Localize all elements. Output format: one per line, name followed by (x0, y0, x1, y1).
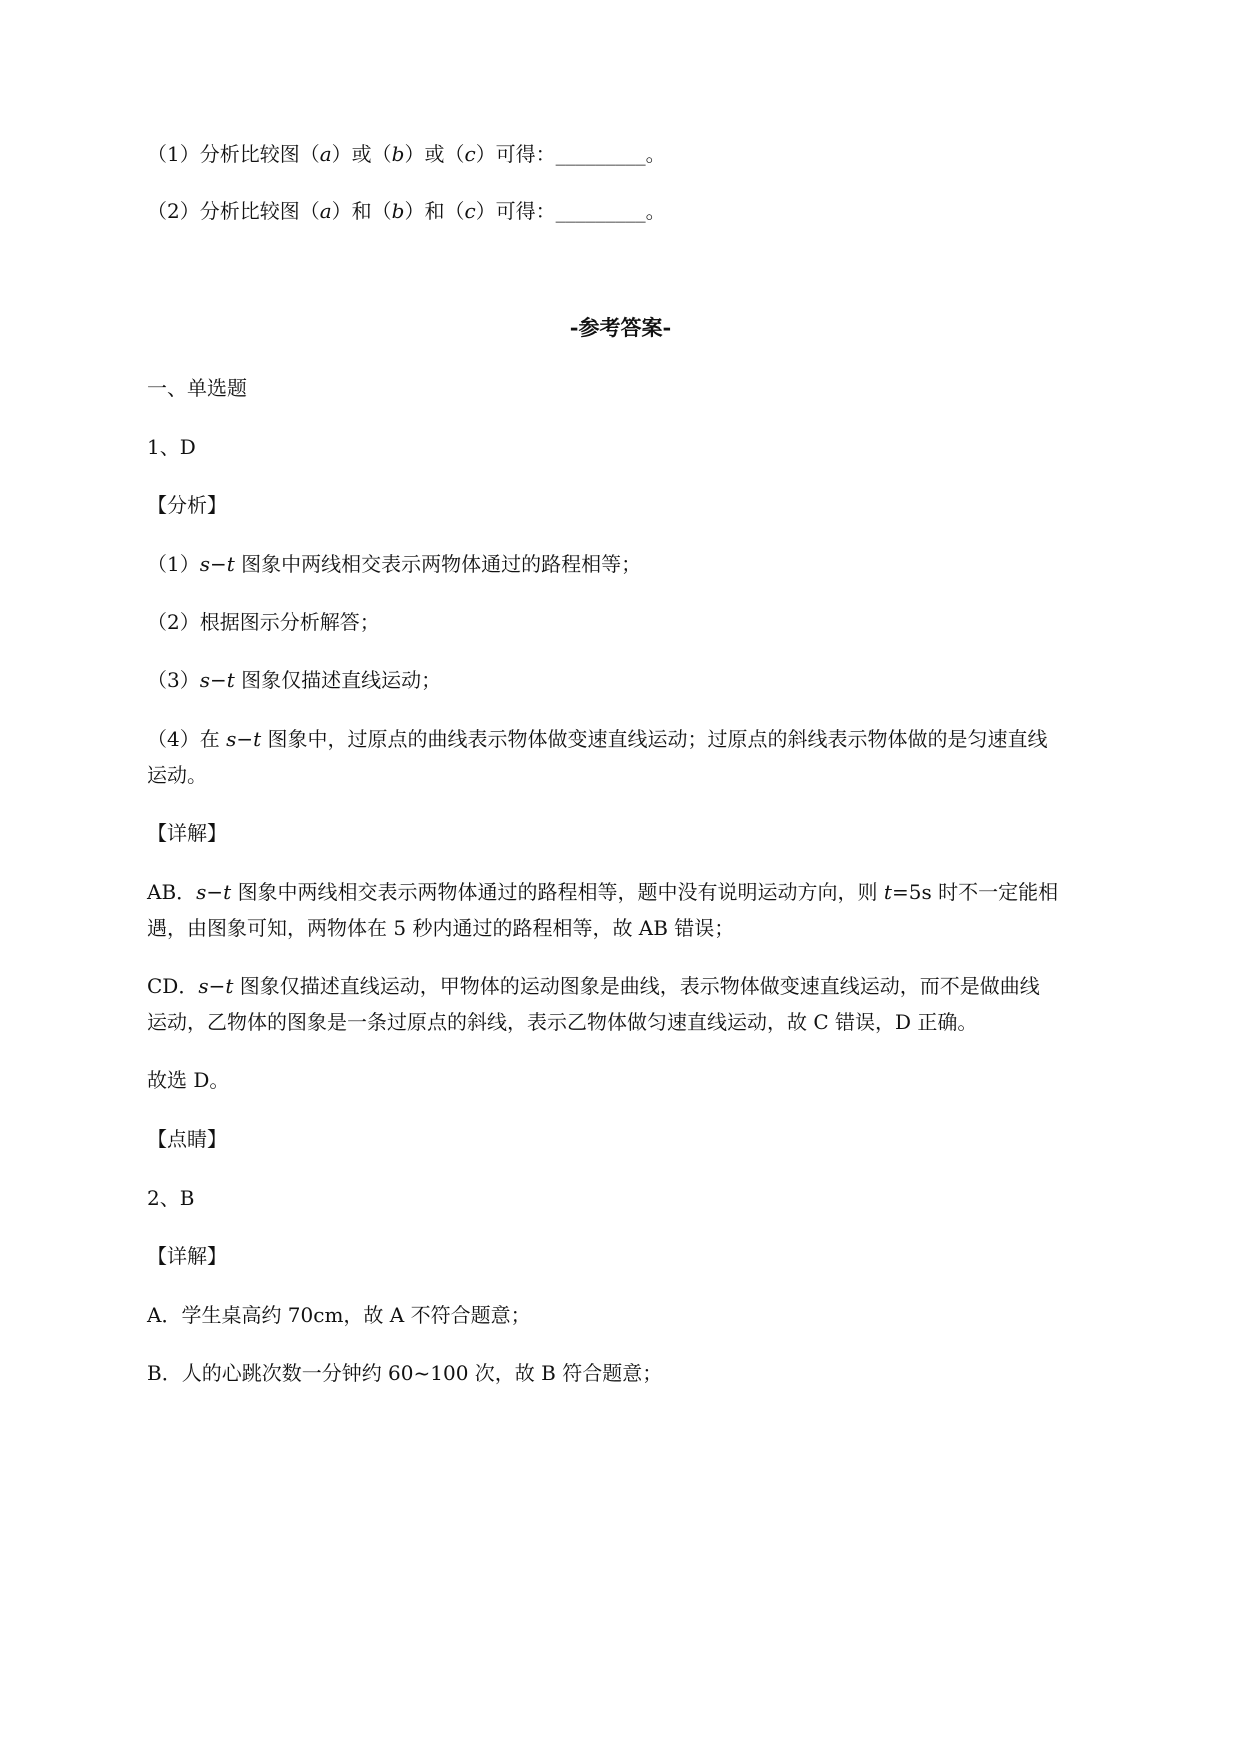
figure-var-b: b (391, 142, 405, 166)
option-prefix: CD． (147, 974, 199, 998)
formula-var: s−t (198, 974, 234, 998)
formula-var: t (883, 880, 892, 904)
figure-var-b: b (391, 199, 405, 223)
detail-a: A．学生桌高约 70cm，故 A 不符合题意； (147, 1303, 531, 1327)
detail-text: 图象仅描述直线运动，甲物体的运动图象是曲线，表示物体做变速直线运动，而不是做曲线 (239, 974, 1040, 998)
detail-ab-cont: 遇，由图象可知，两物体在 5 秒内通过的路程相等，故 AB 错误； (147, 916, 735, 940)
figure-var-c: c (464, 199, 476, 223)
question-text: ）可得：_________。 (475, 199, 666, 223)
question-text: ）可得：_________。 (475, 142, 666, 166)
question-text: ）和（ (331, 199, 392, 223)
question-text: ）和（ (404, 199, 465, 223)
point-text: 图象中两线相交表示两物体通过的路程相等； (241, 552, 642, 576)
detail-cd (147, 968, 1147, 1004)
point-label: 【点睛】 (147, 1127, 227, 1151)
figure-var-a: a (319, 142, 332, 166)
question-text: ）或（ (404, 142, 465, 166)
formula-var: s−t (226, 727, 262, 751)
analysis-point-1 (147, 546, 1147, 582)
detail-text: =5s 时不一定能相 (891, 880, 1059, 904)
question-text: （2）分析比较图（ (147, 199, 320, 223)
analysis-point-4 (147, 721, 1147, 757)
formula-var: s−t (196, 880, 232, 904)
detail-b: B．人的心跳次数一分钟约 60~100 次，故 B 符合题意； (147, 1361, 663, 1385)
analysis-point-2: （2）根据图示分析解答； (147, 610, 380, 634)
formula-var: s−t (199, 552, 235, 576)
figure-var-a: a (319, 199, 332, 223)
point-text: 图象中，过原点的曲线表示物体做变速直线运动；过原点的斜线表示物体做的是匀速直线 (267, 727, 1048, 751)
point-prefix: （1） (147, 552, 200, 576)
point-text: 图象仅描述直线运动； (241, 668, 442, 692)
item-2-number: 2、B (147, 1186, 195, 1210)
point-prefix: （4）在 (147, 727, 220, 751)
detail-label: 【详解】 (147, 821, 227, 845)
question-text: ）或（ (331, 142, 392, 166)
detail-ab (147, 874, 1147, 910)
analysis-label: 【分析】 (147, 493, 227, 517)
section-heading: 一、单选题 (147, 376, 247, 400)
analysis-point-3 (147, 662, 1147, 698)
question-2 (147, 193, 1147, 229)
detail-label: 【详解】 (147, 1244, 227, 1268)
detail-cd-cont: 运动，乙物体的图象是一条过原点的斜线，表示乙物体做匀速直线运动，故 C 错误，D 正确。 (147, 1010, 978, 1034)
item-1-number: 1、D (147, 435, 196, 459)
formula-var: s−t (199, 668, 235, 692)
figure-var-c: c (464, 142, 476, 166)
question-1 (147, 136, 1147, 172)
question-text: （1）分析比较图（ (147, 142, 320, 166)
detail-text: 图象中两线相交表示两物体通过的路程相等，题中没有说明运动方向，则 (237, 880, 878, 904)
answers-title: -参考答案- (569, 315, 672, 340)
analysis-point-4-cont: 运动。 (147, 763, 207, 787)
choice-line: 故选 D。 (147, 1068, 230, 1092)
point-prefix: （3） (147, 668, 200, 692)
option-prefix: AB． (147, 880, 197, 904)
